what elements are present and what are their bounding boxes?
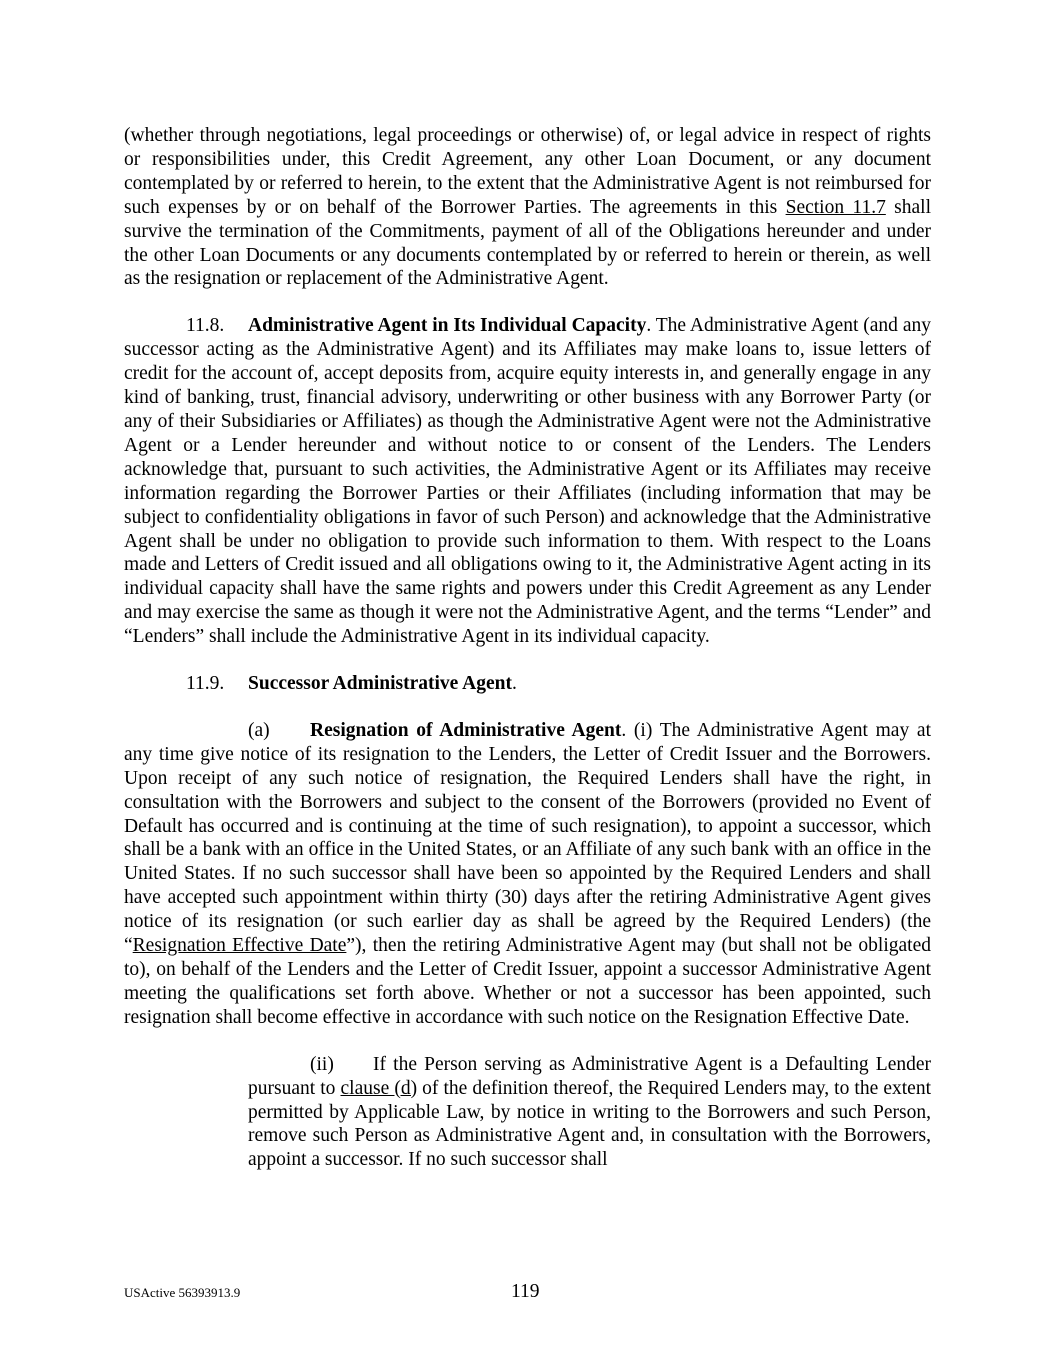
subsection-text: . (i) The Administrative Agent may at any time give notice of its resignation to the Lenders, the Letter of Credit Issuer and the Borrowers. Upon receipt of any such notice of resignation, the Required Lenders shall have the right, in consultation with the Borrowers and subject to the consent of the Borrowers (provided no Event of Default has occurred and is continuing at the time of such resignation), to appoint a successor, which shall be a bank with an office in the United States, or an Affiliate of any such bank with an office in the United States. If no such successor shall have been so appointed by the Required Lenders and shall have accepted such appointment within thirty (30) days after the retiring Administrative Agent gives notice of its resignation (or such earlier day as shall be agreed by the Required Lenders) (the “ bbox=[124, 719, 932, 957]
subsection-text: ”), then the retiring Administrative Agent may (but shall not be obligated to), on behalf of the Lenders and the Letter of Credit Issuer, appoint a successor Administrative Agent meeting the qualifications set forth above. Whether or not a successor has been appointed, such resignation shall become effective in accordance with such notice on the Resignation Effective Date. bbox=[124, 935, 931, 1028]
subsection-heading: Resignation of Administrative Agent bbox=[310, 719, 622, 741]
section-heading: Successor Administrative Agent bbox=[248, 673, 512, 695]
subsection-a bbox=[124, 719, 931, 1030]
section-body: The Administrative Agent (and any successor acting as the Administrative Agent) and its Affiliates may make loans to, issue letters of credit for the account of, accept deposits from, acquire equity interests in, and generally engage in any kind of banking, trust, financial advisory, underwriting or other business with any Borrower Party (or any of their Subsidiaries or Affiliates) as though the Administrative Agent were not the Administrative Agent or a Lender hereunder and without notice to or consent of the Lenders. The Lenders acknowledge that, pursuant to such activities, the Administrative Agent or its Affiliates may receive information regarding the Borrower Parties or their Affiliates (including information that may be subject to confidentiality obligations in favor of such Person) and acknowledge that the Administrative Agent shall be under no obligation to provide such information to them. With respect to the Loans made and Letters of Credit issued and all obligations owing to it, the Administrative Agent acting in its individual capacity shall have the same rights and powers under this Credit Agreement as any Lender and may exercise the same as though it were not the Administrative Agent, and the terms “Lender” and “Lenders” shall include the Administrative Agent in its individual capacity. bbox=[124, 315, 931, 648]
heading-period: . bbox=[511, 673, 517, 695]
paragraph-continuation bbox=[124, 124, 931, 291]
section-number: 11.8. bbox=[186, 315, 225, 337]
section-11-9 bbox=[124, 672, 931, 696]
heading-period: . bbox=[646, 315, 652, 337]
subsection-label: (a) bbox=[248, 719, 270, 741]
clause-text: of the definition thereof, the Required Lenders may, to the extent permitted by Applicable Law, by notice in writing to the Borrowers and such Person, remove such Person as Administrative Agent and, in consultation with the Borrowers, appoint a successor. If no such successor shall bbox=[248, 1077, 931, 1171]
document-page bbox=[124, 124, 931, 1172]
section-heading: Administrative Agent in Its Individual Capacity bbox=[248, 315, 647, 337]
section-reference-link[interactable]: Section 11.7 bbox=[785, 196, 886, 218]
paragraph-text: (whether through negotiations, legal proceedings or otherwise) of, or legal advice in respect of rights or responsibilities under, this Credit Agreement, any other Loan Document, or any document contemplated by or referred to herein, to the extent that the Administrative Agent is not reimbursed for such expenses by or on behalf of the Borrower Parties. The agreements in this bbox=[124, 125, 931, 218]
defined-term: Resignation Effective Date bbox=[132, 935, 347, 957]
clause-reference-link[interactable]: clause (d) bbox=[340, 1077, 418, 1099]
footer-document-id: USActive 56393913.9 bbox=[124, 1285, 241, 1300]
section-number: 11.9. bbox=[186, 673, 225, 695]
paragraph-text: shall survive the termination of the Commitments, payment of all of the Obligations hereunder and under the other Loan Documents or any documents contemplated by or referred to herein or therein, as well as the resignation or replacement of the Administrative Agent. bbox=[124, 196, 931, 290]
subsection-a-ii bbox=[248, 1053, 931, 1173]
clause-label: (ii) bbox=[310, 1053, 334, 1075]
section-11-8 bbox=[124, 314, 931, 649]
footer-page-number: 119 bbox=[511, 1281, 540, 1302]
clause-text: If the Person serving as Administrative Agent is a Defaulting Lender pursuant to bbox=[248, 1053, 931, 1099]
